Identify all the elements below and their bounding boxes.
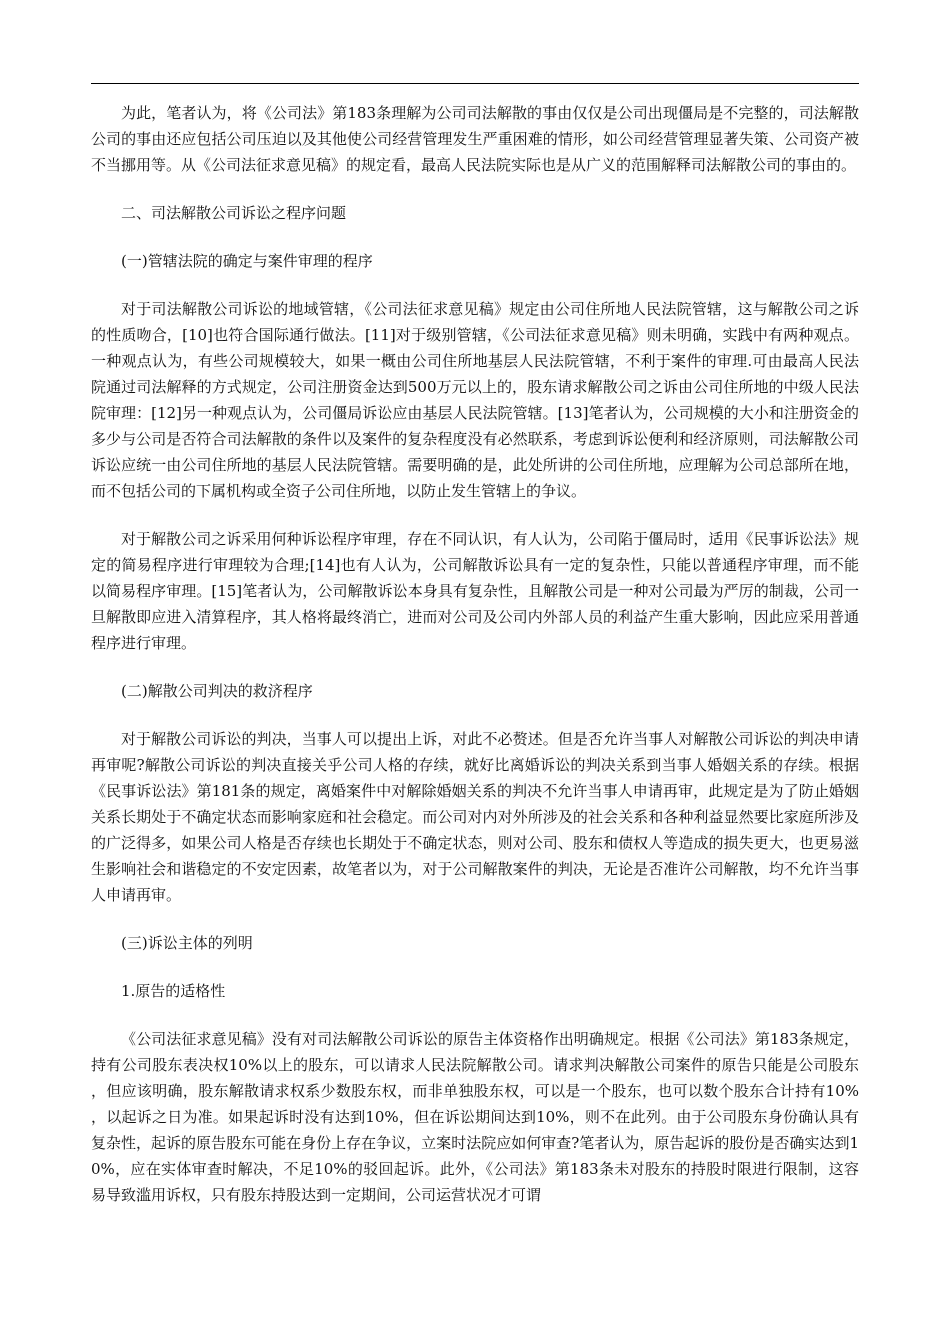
document-body — [91, 100, 859, 1208]
paragraph-jurisdiction: 对于司法解散公司诉讼的地域管辖，《公司法征求意见稿》规定由公司住所地人民法院管辖，这与解散公司之诉的性质吻合，[10]也符合国际通行做法。[11]对于级别管辖，《公司法征求意见稿》则未明确，实践中有两种观点。一种观点认为，有些公司规模较大，如果一概由公司住所地基层人民法院管辖，不利于案件的审理.可由最高人民法院通过司法解释的方式规定，公司注册资金达到500万元以上的，股东请求解散公司之诉由公司住所地的中级人民法院审理：[12]另一种观点认为，公司僵局诉讼应由基层人民法院管辖。[13]笔者认为，公司规模的大小和注册资金的多少与公司是否符合司法解散的条件以及案件的复杂程度没有必然联系，考虑到诉讼便利和经济原则，司法解散公司诉讼应统一由公司住所地的基层人民法院管辖。需要明确的是，此处所讲的公司住所地，应理解为公司总部所在地，而不包括公司的下属机构或全资子公司住所地，以防止发生管辖上的争议。 — [91, 300, 859, 500]
subsection-heading-1: (一)管辖法院的确定与案件审理的程序 — [121, 252, 373, 270]
section-heading-2: 二、司法解散公司诉讼之程序问题 — [121, 204, 347, 222]
paragraph-procedure: 对于解散公司之诉采用何种诉讼程序审理，存在不同认识，有人认为，公司陷于僵局时，适用《民事诉讼法》规定的简易程序进行审理较为合理;[14]也有人认为，公司解散诉讼具有一定的复杂性，只能以普通程序审理，而不能以简易程序审理。[15]笔者认为，公司解散诉讼本身具有复杂性，且解散公司是一种对公司最为严厉的制裁，公司一旦解散即应进入清算程序，其人格将最终消亡，进而对公司及公司内外部人员的利益产生重大影响，因此应采用普通程序进行审理。 — [91, 530, 859, 652]
header-rule — [91, 83, 859, 84]
paragraph-remedy: 对于解散公司诉讼的判决，当事人可以提出上诉，对此不必赘述。但是否允许当事人对解散公司诉讼的判决申请再审呢?解散公司诉讼的判决直接关乎公司人格的存续，就好比离婚诉讼的判决关系到当事人婚姻关系的存续。根据《民事诉讼法》第181条的规定，离婚案件中对解除婚姻关系的判决不允许当事人申请再审，此规定是为了防止婚姻关系长期处于不确定状态而影响家庭和社会稳定。而公司对内对外所涉及的社会关系和各种利益显然要比家庭所涉及的广泛得多，如果公司人格是否存续也长期处于不确定状态，则对公司、股东和债权人等造成的损失更大，也更易滋生影响社会和谐稳定的不安定因素，故笔者以为，对于公司解散案件的判决，无论是否准许公司解散，均不允许当事人申请再审。 — [91, 730, 859, 904]
paragraph-plaintiff: 《公司法征求意见稿》没有对司法解散公司诉讼的原告主体资格作出明确规定。根据《公司法》第183条规定，持有公司股东表决权10%以上的股东，可以请求人民法院解散公司。请求判决解散公司案件的原告只能是公司股东，但应该明确，股东解散请求权系少数股东权，而非单独股东权，可以是一个股东，也可以数个股东合计持有10%，以起诉之日为准。如果起诉时没有达到10%，但在诉讼期间达到10%，则不在此列。由于公司股东身份确认具有复杂性，起诉的原告股东可能在身份上存在争议，立案时法院应如何审查?笔者认为，原告起诉的股份是否确实达到10%，应在实体审查时解决，不足10%的驳回起诉。此外，《公司法》第183条未对股东的持股时限进行限制，这容易导致滥用诉权，只有股东持股达到一定期间，公司运营状况才可谓 — [91, 1030, 859, 1204]
subsection-heading-3: (三)诉讼主体的列明 — [121, 934, 253, 952]
sub-item-heading-1: 1.原告的适格性 — [121, 982, 226, 1000]
paragraph-1: 为此，笔者认为，将《公司法》第183条理解为公司司法解散的事由仅仅是公司出现僵局是不完整的，司法解散公司的事由还应包括公司压迫以及其他使公司经营管理发生严重困难的情形，如公司经营管理显著失策、公司资产被不当挪用等。从《公司法征求意见稿》的规定看，最高人民法院实际也是从广义的范围解释司法解散公司的事由的。 — [91, 104, 859, 174]
subsection-heading-2: (二)解散公司判决的救济程序 — [121, 682, 313, 700]
